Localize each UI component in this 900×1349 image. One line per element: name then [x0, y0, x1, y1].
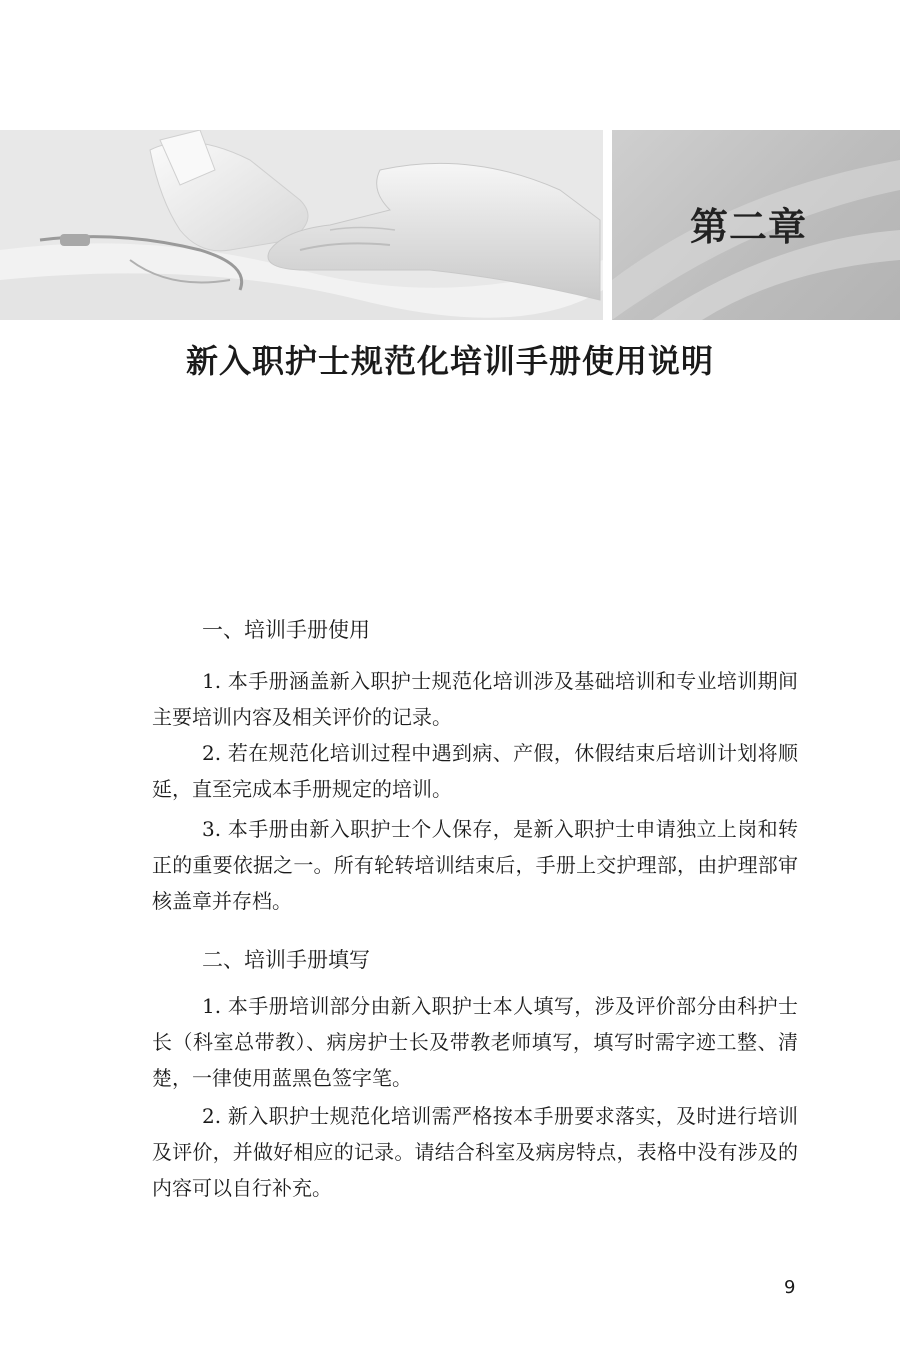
paragraph-1-2: 2. 若在规范化培训过程中遇到病、产假，休假结束后培训计划将顺延，直至完成本手册规定的培训。: [152, 741, 798, 801]
paragraph-1-1: 1. 本手册涵盖新入职护士规范化培训涉及基础培训和专业培训期间主要培训内容及相关评价的记录。: [152, 669, 798, 729]
chapter-panel: [612, 130, 900, 320]
paragraph-2-1: 1. 本手册培训部分由新入职护士本人填写，涉及评价部分由科护士长（科室总带教）、病房护士长及带教老师填写，填写时需字迹工整、清楚，一律使用蓝黑色签字笔。: [152, 994, 798, 1090]
paragraph-2-2: 2. 新入职护士规范化培训需严格按本手册要求落实，及时进行培训及评价，并做好相应的记录。请结合科室及病房特点，表格中没有涉及的内容可以自行补充。: [152, 1104, 798, 1200]
section-heading-1: 一、培训手册使用: [202, 618, 370, 642]
banner-photo: [0, 130, 603, 320]
page-title: 新入职护士规范化培训手册使用说明: [185, 342, 714, 380]
paragraph-1-3: 3. 本手册由新入职护士个人保存，是新入职护士申请独立上岗和转正的重要依据之一。所有轮转培训结束后，手册上交护理部，由护理部审核盖章并存档。: [152, 817, 798, 913]
section-heading-2: 二、培训手册填写: [202, 948, 370, 972]
gloved-hands-illustration: [0, 130, 603, 320]
chapter-label: 第二章: [690, 205, 808, 249]
page-number: 9: [784, 1277, 796, 1298]
